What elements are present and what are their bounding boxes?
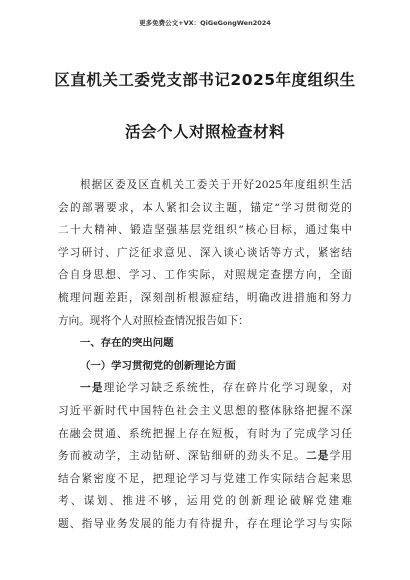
intro-line: 梳理问题差距，深刻剖析根源症结，明确改进措施和努力 xyxy=(58,291,352,304)
page-header: 更多免费公文+VX：QiGeGongWen2024 xyxy=(139,19,271,27)
paragraph-line: 题、指导业务发展的能力有待提升，存在理论学习与实际 xyxy=(58,517,352,530)
paragraph-text: 学用 xyxy=(329,450,352,463)
intro-line: 学习研讨、广泛征求意见、深入谈心谈话等方式，紧密结 xyxy=(58,246,352,259)
paragraph-line xyxy=(58,377,352,400)
paragraph-text: 理论学习缺乏系统性，存在碎片化学习现象，对 xyxy=(103,382,352,395)
paragraph-line: 结合紧密度不足，把理论学习与党建工作实际结合起来思 xyxy=(58,472,352,485)
document-body xyxy=(58,174,352,536)
document-title-line-2: 活会个人对照检查材料 xyxy=(124,123,285,141)
paragraph-text: 务而被动学，主动钻研、深钻细研的劲头不足。 xyxy=(58,450,306,463)
item-lead: 二是 xyxy=(305,450,330,463)
intro-line: 方向。现将个人对照检查情况报告如下： xyxy=(58,314,249,327)
subsection-heading: （一）学习贯彻党的创新理论方面 xyxy=(80,359,236,372)
paragraph-line: 在融会贯通、系统把握上存在短板，有时为了完成学习任 xyxy=(58,427,352,440)
intro-line: 合自身思想、学习、工作实际，对照规定查摆方向，全面 xyxy=(58,269,352,282)
paragraph-line xyxy=(58,445,352,468)
paragraph-line: 习近平新时代中国特色社会主义思想的整体脉络把握不深 xyxy=(58,404,352,417)
document-title-line-1: 区直机关工委党支部书记2025年度组织生 xyxy=(54,71,356,89)
intro-line: 会的部署要求，本人紧扣会议主题，锚定“学习贯彻党的 xyxy=(58,201,352,214)
paragraph-line: 考、谋划、推进不够，运用党的创新理论破解党建难 xyxy=(58,495,352,508)
item-lead: 一是 xyxy=(80,382,104,395)
section-heading: 一、存在的突出问题 xyxy=(80,337,174,350)
intro-line: 二十大精神、锻造坚强基层党组织”核心目标，通过集中 xyxy=(58,224,352,237)
intro-line: 根据区委及区直机关工委关于开好2025年度组织生活 xyxy=(80,179,352,191)
